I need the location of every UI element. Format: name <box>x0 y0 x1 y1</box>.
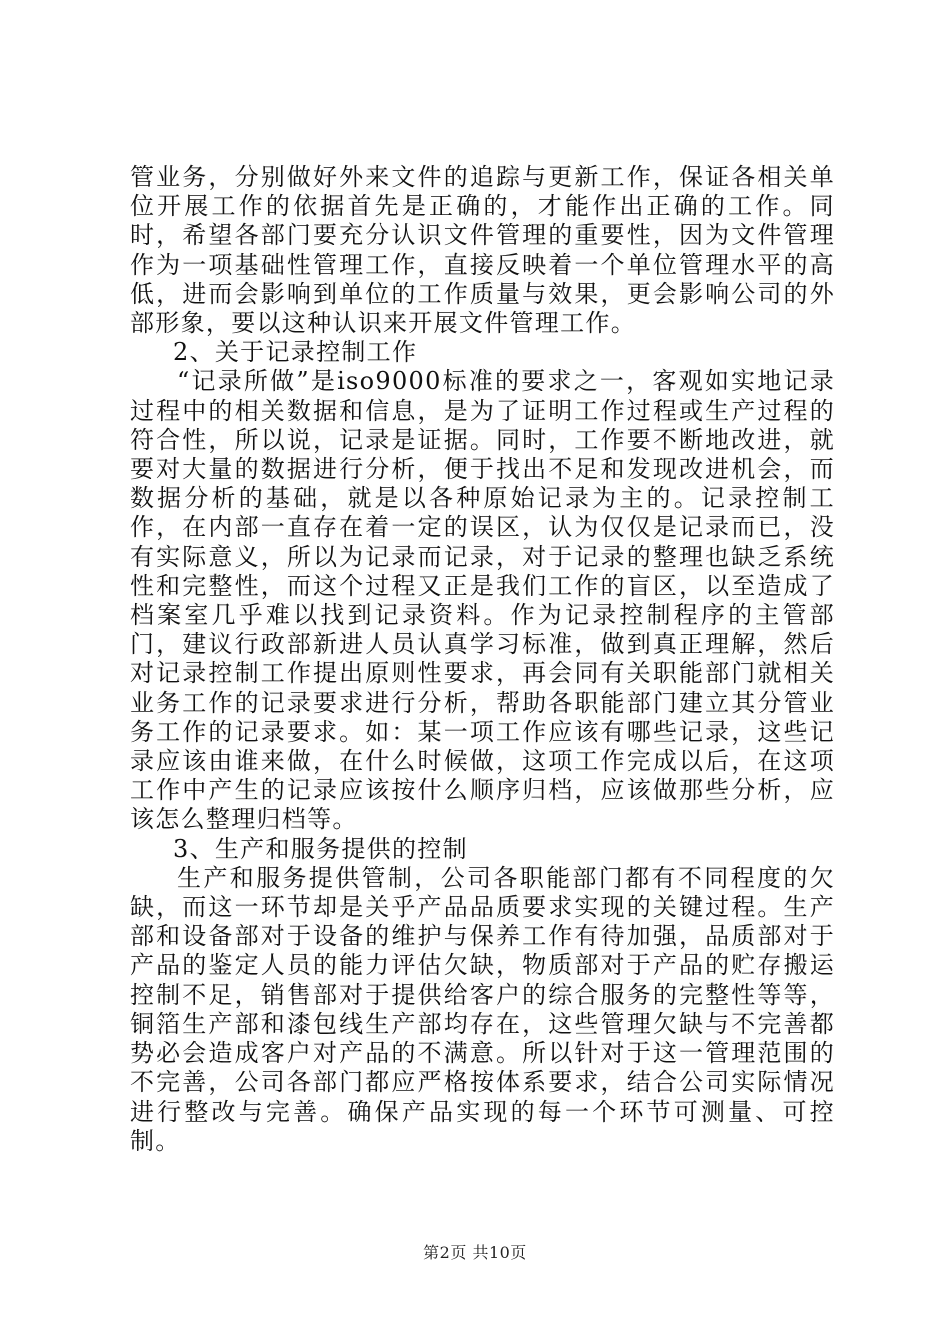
section-heading-record-control: 2、关于记录控制工作 <box>173 338 418 367</box>
paragraph-file-management: 管业务，分别做好外来文件的追踪与更新工作，保证各相关单位开展工作的依据首先是正确的，才能作出正确的工作。同时，希望各部门要充分认识文件管理的重要性，因为文件管理作为一项基础性管理工作，直接反映着一个单位管理水平的高低，进而会影响到单位的工作质量与效果，更会影响公司的外部形象，要以这种认识来开展文件管理工作。 <box>130 163 835 338</box>
page-footer: 第2页 共10页 <box>423 1243 527 1262</box>
section-heading-production-service: 3、生产和服务提供的控制 <box>173 834 468 863</box>
document-body <box>130 163 835 1156</box>
paragraph-production-service: 生产和服务提供管制，公司各职能部门都有不同程度的欠缺，而这一环节却是关乎产品品质要求实现的关键过程。生产部和设备部对于设备的维护与保养工作有待加强，品质部对于产品的鉴定人员的能力评估欠缺，物质部对于产品的贮存搬运控制不足，销售部对于提供给客户的综合服务的完整性等等，铜箔生产部和漆包线生产部均存在，这些管理欠缺与不完善都势必会造成客户对产品的不满意。所以针对于这一管理范围的不完善，公司各部门都应严格按体系要求，结合公司实际情况进行整改与完善。确保产品实现的每一个环节可测量、可控制。 <box>130 863 835 1155</box>
paragraph-record-control: “记录所做”是iso9000标准的要求之一，客观如实地记录过程中的相关数据和信息，是为了证明工作过程或生产过程的符合性，所以说，记录是证据。同时，工作要不断地改进，就要对大量的数据进行分析，便于找出不足和发现改进机会，而数据分析的基础，就是以各种原始记录为主的。记录控制工作，在内部一直存在着一定的误区，认为仅仅是记录而已，没有实际意义，所以为记录而记录，对于记录的整理也缺乏系统性和完整性，而这个过程又正是我们工作的盲区，以至造成了档案室几乎难以找到记录资料。作为记录控制程序的主管部门，建议行政部新进人员认真学习标准，做到真正理解，然后对记录控制工作提出原则性要求，再会同有关职能部门就相关业务工作的记录要求进行分析，帮助各职能部门建立其分管业务工作的记录要求。如：某一项工作应该有哪些记录，这些记录应该由谁来做，在什么时候做，这项工作完成以后，在这项工作中产生的记录应该按什么顺序归档，应该做那些分析，应该怎么整理归档等。 <box>130 367 835 834</box>
